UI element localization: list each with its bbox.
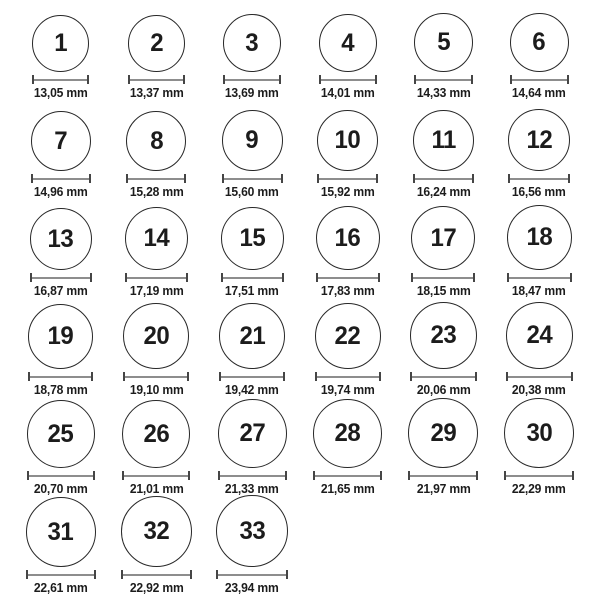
ring-size-circle — [26, 497, 96, 567]
diameter-dimension-line — [31, 174, 91, 183]
circle-area — [316, 200, 380, 270]
diameter-label: 20,38 mm — [512, 383, 567, 397]
circle-area — [30, 200, 92, 270]
ring-size-number: 22 — [334, 321, 361, 350]
ring-size-circle — [218, 399, 287, 468]
ring-size-number: 17 — [430, 223, 457, 252]
ring-size-circle — [313, 399, 382, 468]
diameter-dimension-line — [414, 75, 473, 84]
circle-area — [410, 299, 477, 369]
diameter-dimension-line — [216, 570, 288, 579]
ring-size-circle — [504, 398, 574, 468]
diameter-dimension-line — [121, 570, 192, 579]
diameter-label: 13,37 mm — [129, 86, 184, 100]
ring-size-item — [491, 200, 587, 299]
circle-area — [508, 101, 570, 171]
ring-size-item — [491, 2, 587, 101]
diameter-dimension-line — [510, 75, 569, 84]
ring-size-item — [109, 101, 205, 200]
ring-size-circle — [410, 302, 477, 369]
circle-area — [315, 299, 381, 369]
ring-size-circle — [222, 110, 283, 171]
circle-area — [218, 398, 287, 468]
ring-size-number: 9 — [245, 126, 259, 154]
diameter-label: 16,56 mm — [512, 185, 567, 199]
ring-size-circle — [27, 400, 95, 468]
circle-area — [411, 200, 475, 270]
ring-size-number: 7 — [54, 126, 68, 155]
ring-size-item — [300, 101, 396, 200]
ring-size-item — [204, 101, 300, 200]
diameter-dimension-line — [313, 471, 382, 480]
ring-size-number: 3 — [245, 28, 259, 57]
ring-size-item — [300, 398, 396, 497]
ring-size-number: 20 — [143, 321, 170, 350]
diameter-label: 18,78 mm — [33, 383, 88, 397]
ring-size-circle — [28, 304, 93, 369]
ring-size-item — [396, 2, 492, 101]
diameter-dimension-line — [222, 174, 283, 183]
ring-size-circle — [32, 15, 89, 72]
circle-area — [313, 398, 382, 468]
ring-size-number: 27 — [239, 419, 266, 447]
circle-area — [510, 2, 569, 72]
circle-area — [414, 2, 473, 72]
ring-size-item — [13, 299, 109, 398]
ring-size-item — [204, 2, 300, 101]
ring-size-number: 15 — [239, 224, 266, 252]
circle-area — [221, 200, 284, 270]
ring-size-circle — [122, 400, 190, 468]
diameter-dimension-line — [319, 75, 377, 84]
ring-size-circle — [414, 13, 473, 72]
ring-size-item — [396, 299, 492, 398]
ring-size-circle — [510, 13, 569, 72]
ring-size-number: 10 — [334, 126, 361, 154]
circle-area — [125, 200, 188, 270]
circle-area — [122, 398, 190, 468]
ring-size-number: 26 — [143, 419, 170, 448]
ring-size-item — [109, 299, 205, 398]
circle-area — [126, 101, 186, 171]
ring-size-circle — [411, 206, 475, 270]
ring-size-number: 16 — [334, 223, 361, 252]
ring-size-item — [491, 101, 587, 200]
diameter-label: 17,51 mm — [225, 284, 280, 298]
ring-size-item — [396, 398, 492, 497]
diameter-dimension-line — [122, 471, 190, 480]
ring-size-circle — [31, 111, 91, 171]
diameter-dimension-line — [506, 372, 573, 381]
circle-area — [506, 299, 573, 369]
diameter-label: 21,33 mm — [225, 482, 280, 496]
diameter-dimension-line — [223, 75, 281, 84]
circle-area — [26, 497, 96, 567]
ring-size-item — [491, 398, 587, 497]
circle-area — [123, 299, 189, 369]
diameter-label: 22,29 mm — [512, 482, 567, 496]
ring-size-circle — [216, 495, 288, 567]
ring-size-number: 1 — [54, 29, 68, 57]
diameter-dimension-line — [219, 372, 285, 381]
diameter-label: 18,15 mm — [416, 284, 471, 298]
ring-size-item — [13, 101, 109, 200]
circle-area — [504, 398, 574, 468]
ring-size-number: 8 — [150, 126, 163, 155]
diameter-label: 14,96 mm — [33, 185, 88, 199]
circle-area — [128, 2, 185, 72]
diameter-label: 17,83 mm — [320, 284, 375, 298]
circle-area — [319, 2, 377, 72]
diameter-dimension-line — [126, 174, 186, 183]
diameter-label: 19,10 mm — [129, 383, 184, 397]
circle-area — [219, 299, 285, 369]
diameter-label: 23,94 mm — [225, 581, 280, 595]
diameter-label: 16,24 mm — [416, 185, 471, 199]
circle-area — [413, 101, 474, 171]
diameter-label: 13,69 mm — [225, 86, 280, 100]
diameter-dimension-line — [317, 174, 378, 183]
ring-size-circle — [408, 398, 478, 468]
ring-size-item — [13, 497, 109, 596]
circle-area — [28, 299, 93, 369]
ring-size-number: 29 — [430, 418, 457, 447]
ring-size-circle — [413, 110, 474, 171]
ring-size-item — [300, 299, 396, 398]
diameter-dimension-line — [408, 471, 478, 480]
diameter-label: 19,74 mm — [320, 383, 375, 397]
ring-size-item — [109, 398, 205, 497]
diameter-label: 20,70 mm — [33, 482, 88, 496]
ring-size-item — [13, 200, 109, 299]
diameter-label: 21,65 mm — [320, 482, 375, 496]
ring-size-number: 33 — [239, 516, 266, 545]
ring-size-item — [396, 200, 492, 299]
ring-size-item — [204, 299, 300, 398]
circle-area — [121, 497, 192, 567]
ring-size-number: 12 — [526, 125, 553, 154]
diameter-label: 19,42 mm — [225, 383, 280, 397]
diameter-dimension-line — [315, 372, 381, 381]
circle-area — [32, 2, 89, 72]
ring-size-item — [109, 200, 205, 299]
diameter-label: 16,87 mm — [33, 284, 88, 298]
ring-size-item — [109, 497, 205, 596]
ring-size-item — [300, 2, 396, 101]
diameter-dimension-line — [32, 75, 89, 84]
ring-size-circle — [125, 207, 188, 270]
diameter-label: 14,01 mm — [320, 86, 375, 100]
ring-size-circle — [319, 14, 377, 72]
ring-size-circle — [128, 15, 185, 72]
diameter-dimension-line — [218, 471, 287, 480]
ring-size-number: 24 — [526, 321, 553, 349]
ring-size-number: 4 — [341, 28, 355, 57]
circle-area — [408, 398, 478, 468]
circle-area — [223, 2, 281, 72]
diameter-label: 14,33 mm — [416, 86, 471, 100]
ring-size-circle — [315, 303, 381, 369]
ring-size-circle — [126, 111, 186, 171]
circle-area — [31, 101, 91, 171]
diameter-label: 18,47 mm — [512, 284, 567, 298]
ring-size-number: 19 — [47, 322, 74, 350]
diameter-label: 14,64 mm — [512, 86, 567, 100]
ring-size-number: 13 — [47, 224, 74, 253]
ring-size-item — [204, 398, 300, 497]
diameter-dimension-line — [221, 273, 284, 282]
ring-size-number: 31 — [47, 517, 74, 546]
diameter-dimension-line — [316, 273, 380, 282]
circle-area — [317, 101, 378, 171]
diameter-label: 15,92 mm — [320, 185, 375, 199]
diameter-label: 20,06 mm — [416, 383, 471, 397]
diameter-dimension-line — [504, 471, 574, 480]
diameter-label: 22,61 mm — [33, 581, 88, 595]
ring-size-item — [204, 497, 300, 596]
diameter-label: 22,92 mm — [129, 581, 184, 595]
ring-size-circle — [123, 303, 189, 369]
ring-size-number: 25 — [47, 419, 74, 448]
diameter-dimension-line — [125, 273, 188, 282]
ring-size-number: 2 — [150, 29, 163, 57]
ring-size-item — [204, 200, 300, 299]
ring-size-circle — [506, 302, 573, 369]
ring-size-item — [300, 200, 396, 299]
ring-size-circle — [508, 109, 570, 171]
ring-size-item — [13, 2, 109, 101]
diameter-label: 13,05 mm — [33, 86, 88, 100]
ring-size-number: 30 — [526, 418, 553, 447]
diameter-label: 21,01 mm — [129, 482, 184, 496]
ring-size-number: 14 — [143, 224, 170, 252]
diameter-dimension-line — [27, 471, 95, 480]
ring-size-number: 23 — [430, 321, 457, 349]
diameter-dimension-line — [508, 174, 570, 183]
diameter-dimension-line — [26, 570, 96, 579]
diameter-dimension-line — [28, 372, 93, 381]
ring-size-number: 32 — [143, 517, 170, 545]
ring-size-circle — [507, 205, 572, 270]
ring-size-circle — [221, 207, 284, 270]
ring-size-number: 5 — [437, 28, 450, 56]
diameter-label: 17,19 mm — [129, 284, 184, 298]
circle-area — [222, 101, 283, 171]
circle-area — [216, 497, 288, 567]
diameter-dimension-line — [413, 174, 474, 183]
ring-size-number: 11 — [431, 126, 456, 154]
ring-size-number: 21 — [239, 321, 266, 350]
ring-size-circle — [121, 496, 192, 567]
diameter-label: 15,28 mm — [129, 185, 184, 199]
ring-size-circle — [316, 206, 380, 270]
ring-size-circle — [30, 208, 92, 270]
diameter-dimension-line — [411, 273, 475, 282]
diameter-dimension-line — [410, 372, 477, 381]
ring-size-number: 6 — [532, 28, 546, 56]
ring-size-item — [13, 398, 109, 497]
diameter-label: 15,60 mm — [225, 185, 280, 199]
diameter-dimension-line — [30, 273, 92, 282]
ring-size-circle — [223, 14, 281, 72]
circle-area — [27, 398, 95, 468]
diameter-dimension-line — [507, 273, 572, 282]
ring-size-number: 28 — [334, 419, 361, 447]
ring-size-item — [396, 101, 492, 200]
diameter-label: 21,97 mm — [416, 482, 471, 496]
circle-area — [507, 200, 572, 270]
diameter-dimension-line — [123, 372, 189, 381]
ring-size-circle — [219, 303, 285, 369]
ring-size-item — [491, 299, 587, 398]
ring-size-item — [109, 2, 205, 101]
diameter-dimension-line — [128, 75, 185, 84]
ring-size-number: 18 — [526, 223, 553, 251]
ring-size-circle — [317, 110, 378, 171]
